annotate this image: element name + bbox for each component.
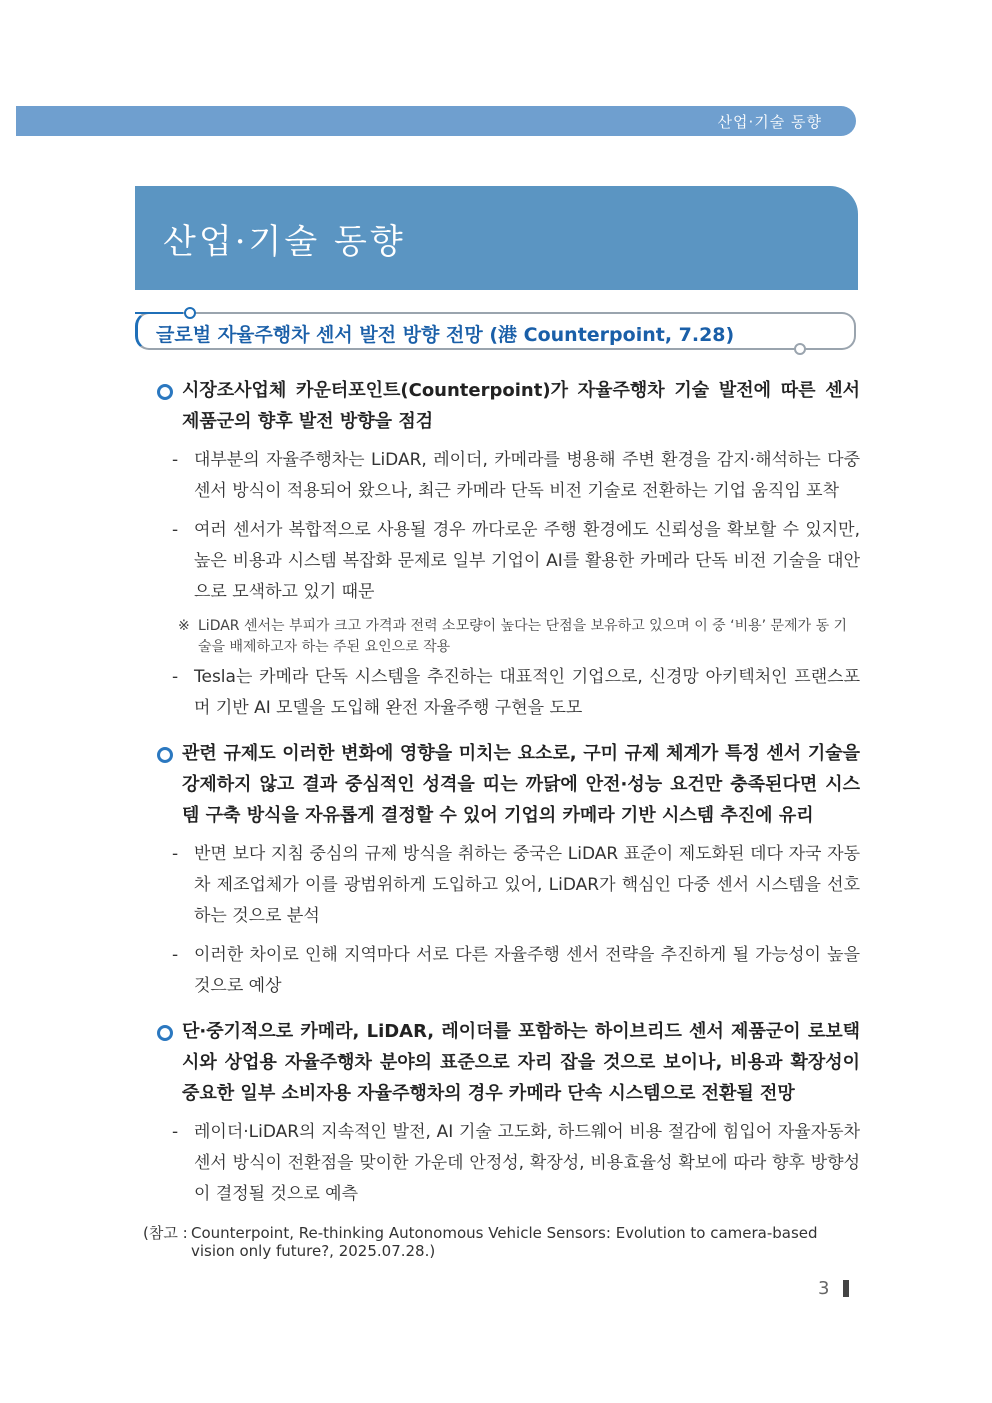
dash-marker: - <box>172 450 179 470</box>
sub-text: 반면 보다 지침 중심의 규제 방식을 취하는 중국은 LiDAR 표준이 제도화된 데다 자국 자동차 제조업체가 이를 광범위하게 도입하고 있어, LiDAR가 핵심인 다중 센서 시스템을 선호하는 것으로 분석 <box>194 844 860 926</box>
page-title: 산업·기술 동향 <box>163 222 406 262</box>
sub-point <box>150 839 860 932</box>
note-text: LiDAR 센서는 부피가 크고 가격과 전력 소모량이 높다는 단점을 보유하고 있으며 이 중 ‘비용’ 문제가 동 기술을 배제하고자 하는 주된 요인으로 작용 <box>198 618 848 655</box>
bullet-circle-icon <box>157 1025 173 1041</box>
bullet-circle-icon <box>157 384 173 400</box>
section-accent-line <box>135 312 183 314</box>
sub-text: Tesla는 카메라 단독 시스템을 추진하는 대표적인 기업으로, 신경망 아키텍처인 프랜스포머 기반 AI 모델을 도입해 완전 자율주행 구현을 도모 <box>194 667 860 718</box>
section-end-dot-icon <box>794 343 806 355</box>
sub-point <box>150 445 860 507</box>
title-banner <box>135 186 858 290</box>
sub-text: 레이더·LiDAR의 지속적인 발전, AI 기술 고도화, 하드웨어 비용 절감에 힘입어 자율자동차 센서 방식이 전환점을 맞이한 가운데 안정성, 확장성, 비용효율성 확보에 따라 향후 방향성이 결정될 것으로 예측 <box>194 1122 860 1204</box>
page-number: 3 <box>818 1278 830 1299</box>
sub-point <box>150 940 860 1002</box>
sub-text: 대부분의 자율주행차는 LiDAR, 레이더, 카메라를 병용해 주변 환경을 감지·해석하는 다중 센서 방식이 적용되어 왔으나, 최근 카메라 단독 비전 기술로 전환하는 기업 움직임 포착 <box>194 450 860 501</box>
dash-marker: - <box>172 1122 179 1142</box>
header-category: 산업·기술 동향 <box>717 113 822 131</box>
sub-text: 여러 센서가 복합적으로 사용될 경우 까다로운 주행 환경에도 신뢰성을 확보할 수 있지만, 높은 비용과 시스템 복잡화 문제로 일부 기업이 AI를 활용한 카메라 단독 비전 기술을 대안으로 모색하고 있기 때문 <box>194 520 860 602</box>
section-accent-dot-icon <box>184 307 196 319</box>
header-bar <box>16 106 856 136</box>
bullet-point <box>150 738 860 831</box>
sub-point <box>150 662 860 724</box>
sub-text: 이러한 차이로 인해 지역마다 서로 다른 자율주행 센서 전략을 추진하게 될 가능성이 높을 것으로 예상 <box>194 945 860 996</box>
reference-label: (참고 : <box>143 1224 188 1242</box>
bullet-circle-icon <box>157 747 173 763</box>
reference-text: Counterpoint, Re-thinking Autonomous Vehicle Sensors: Evolution to camera-based vision only future?, 2025.07.28.) <box>191 1224 818 1260</box>
bullet-text: 관련 규제도 이러한 변화에 영향을 미치는 요소로, 구미 규제 체계가 특정 센서 기술을 강제하지 않고 결과 중심적인 성격을 띠는 까닭에 안전·성능 요건만 충족된다면 시스템 구축 방식을 자유롭게 결정할 수 있어 기업의 카메라 기반 시스템 추진에 유리 <box>182 743 860 826</box>
bullet-point <box>150 375 860 437</box>
dash-marker: - <box>172 520 179 540</box>
page-marker <box>843 1280 849 1297</box>
bullet-text: 단·중기적으로 카메라, LiDAR, 레이더를 포함하는 하이브리드 센서 제품군이 로보택시와 상업용 자율주행차 분야의 표준으로 자리 잡을 것으로 보이나, 비용과 확장성이 중요한 일부 소비자용 자율주행차의 경우 카메라 단속 시스템으로 전환될 전망 <box>182 1021 860 1104</box>
section-header <box>135 312 856 350</box>
dash-marker: - <box>172 844 179 864</box>
dash-marker: - <box>172 667 179 687</box>
note-mark: ※ <box>178 618 190 634</box>
sub-point <box>150 515 860 608</box>
footnote <box>150 616 860 658</box>
article-body <box>150 375 860 1210</box>
dash-marker: - <box>172 945 179 965</box>
bullet-point <box>150 1016 860 1109</box>
section-title: 글로벌 자율주행차 센서 발전 방향 전망 (港 Counterpoint, 7.28) <box>156 324 735 346</box>
sub-point <box>150 1117 860 1210</box>
reference <box>143 1224 859 1260</box>
bullet-text: 시장조사업체 카운터포인트(Counterpoint)가 자율주행차 기술 발전에 따른 센서 제품군의 향후 발전 방향을 점검 <box>182 380 860 432</box>
